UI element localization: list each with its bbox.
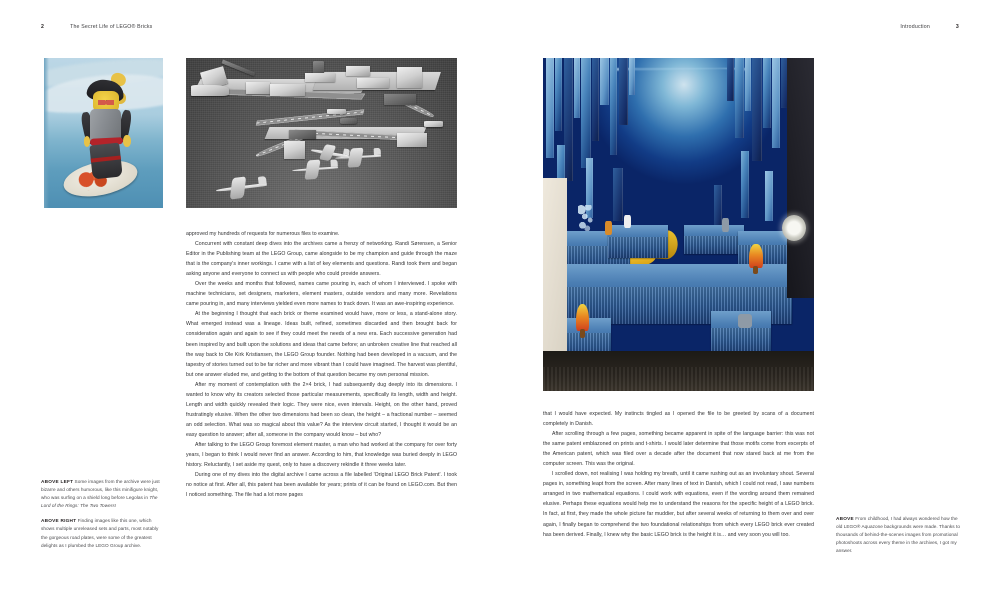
crystal-spire xyxy=(613,168,622,221)
body-text-right-page xyxy=(543,409,814,540)
running-head-left xyxy=(41,24,152,30)
body-text-left-page xyxy=(186,229,457,500)
crystal-spire xyxy=(741,151,749,218)
photo-aquazone-underwater-backdrop xyxy=(543,58,814,391)
paragraph: After talking to the LEGO Group foremost element master, a man who had worked at the company for over forty years, I began to think I would never find an answer. According to him, that knowledge was buried deeply in LEGO history. Reluctantly, I set aside my quest, only to have a discovery rekindle it three weeks later. xyxy=(186,441,457,469)
crystal-column xyxy=(564,58,573,181)
running-head-right xyxy=(900,24,959,30)
paragraph: Over the weeks and months that followed, names came pouring in, each of whom I interviewed. I spoke with machine technicians, set designers, marketers, element masters, outside vendors and many more. Revelations came pouring in, and many interviews yielded even more names to track down. It was an awe-inspiring experience. xyxy=(186,281,457,308)
garage-building xyxy=(384,94,417,105)
minifigure-legs xyxy=(90,142,123,179)
service-vehicle xyxy=(340,118,356,124)
caption-italic-title: The Lord of the Rings: The Two Towers xyxy=(41,495,158,509)
crystal-column xyxy=(735,58,743,138)
crystal-spire xyxy=(765,171,773,221)
hangar-building xyxy=(289,130,316,139)
caption-text: From childhood, I had always wondered how the old LEGO® Aquazone backgrounds were made. Thanks to thousands of behind-the-scenes images from promotional photoshoots across every theme in the archives, I got my answer. xyxy=(836,516,960,554)
studio-wall-right xyxy=(787,58,814,298)
crystal-column xyxy=(745,58,752,111)
crystal-column xyxy=(763,58,771,128)
studio-prop-element xyxy=(738,314,752,327)
crystal-column xyxy=(592,58,599,141)
station-building xyxy=(346,66,370,77)
crystal-column xyxy=(610,58,618,155)
paragraph: Concurrent with constant deep dives into the archives came a frenzy of networking. Randi Sørensen, a Senior Editor in the Publishing team at the LEGO Group, came alongside to be my champion and guide through the maze that is the company's inner workings. I came with a list of key elements and questions. Randi took them and began asking anyone and everyone to connect us with people who could provide answers. xyxy=(186,241,457,278)
photo-knight-minifigure-surfing-on-shield xyxy=(44,58,163,208)
long-building xyxy=(270,84,305,96)
folio-right: 3 xyxy=(955,24,959,30)
paragraph: During one of my dives into the digital archive I came across a file labelled 'Original LEGO Brick Patent'. I took no notice at first. After all, this patent has been available for years; prints of it can be found on LEGO.com. But then I noticed something. The file had a lot more pages xyxy=(186,472,457,499)
rock-shelf-upper-right xyxy=(684,225,744,255)
paragraph: At the beginning I thought that each brick or theme examined would have, more or less, a stand-alone story. What emerged instead was a lineage. Ideas built, refined, sometimes discarded and then brought back for consideration again and again to see if they could meet the needs of a new era. Each successive generation had been inspired by and built upon the solutions and ideas that came before; an unbroken creative line that reached all the way back to Ole Kirk Kristiansen, the LEGO Group founder. Nothing had been developed in a vacuum, and the tapestry of stories turned out to be far richer and more vibrant than I could have imagined. The harvest was plentiful, but one answer eluded me, and getting to the bottom of that question became my own personal mission. xyxy=(186,311,457,378)
caption-text: Some images from the archive were just bizarre and others humorous, like this minifigure knight, who was surfing on a shield long before Legolas in xyxy=(41,479,160,501)
paragraph: After my moment of contemplation with the 2×4 brick, I had subsequently dug deeply into its dimensions. I wanted to know why its creators selected those particular measurements, specifically its length, width and height. Length and width quickly revealed their logic. They were nice, even intervals. Height, on the other hand, proved frustratingly elusive. When the other two dimensions had been so clean, the height – a fractional number – seemed an odd selection. What was so magical about this value? As the interview circuit started, I thought it would be an easy question to answer; after all, someone in the company would know – but who? xyxy=(186,381,457,438)
photo-edge-shadow xyxy=(44,58,49,208)
caption-text-tail: ! xyxy=(114,503,117,509)
paragraph: approved my hundreds of requests for numerous files to examine. xyxy=(186,231,340,237)
paragraph: After scrolling through a few pages, something became apparent in spite of the language barrier: this was not the same patent emblazoned on prints and t-shirts. I would later determine that those motifs come from excerpts of the American patent, which was filed over a decade after the document that now stared back at me from the computer screen. This was the original. xyxy=(543,431,814,468)
caption-text: Finding images like this one, which shows multiple unreleased sets and parts, most notably the gorgeous road plates, were some of the greatest delights as I plumbed the LEGO Group archive. xyxy=(41,518,159,548)
photo-lego-town-airport-layout xyxy=(186,58,457,208)
coral-plant-left xyxy=(576,304,590,331)
control-tower xyxy=(284,141,306,159)
warehouse-building xyxy=(246,82,270,94)
caption-lead: ABOVE RIGHT xyxy=(41,518,77,524)
crystal-column xyxy=(629,58,635,95)
captions-left-page xyxy=(41,478,163,550)
ship-hull xyxy=(191,85,229,96)
knight-minifigure xyxy=(84,78,127,183)
minifigure-right-hand xyxy=(123,135,130,147)
minifigure-on-ledge-grey xyxy=(722,218,729,232)
terminal-building xyxy=(397,133,427,147)
caption-above-left xyxy=(41,478,163,510)
caption-above-right xyxy=(41,517,163,549)
running-head-right-title: Introduction xyxy=(900,24,930,30)
rock-shelf-upper-mid xyxy=(608,225,668,258)
crystal-column xyxy=(752,58,762,161)
crystal-column xyxy=(555,58,562,131)
studio-lamp-icon xyxy=(782,215,806,242)
paragraph: that I would have expected. My instincts tingled as I opened the file to be greeted by scans of a document completely in Danish. xyxy=(543,411,814,428)
caption-above xyxy=(836,515,960,555)
aeroplane-tail xyxy=(258,176,267,185)
folio-left: 2 xyxy=(41,24,45,30)
crystal-column xyxy=(727,58,734,101)
running-head-left-title: The Secret Life of LEGO® Bricks xyxy=(70,24,153,30)
crystal-column xyxy=(619,58,628,125)
factory-building xyxy=(357,78,390,89)
depot-building xyxy=(305,73,335,82)
captions-right-page xyxy=(836,515,960,555)
studio-floor xyxy=(543,351,814,391)
crystal-column xyxy=(546,58,555,158)
tower-block xyxy=(397,67,421,88)
crystal-column xyxy=(581,58,591,168)
coral-plant-right xyxy=(749,244,763,267)
paragraph: I scrolled down, not realising I was holding my breath, until it came rushing out as an involuntary shout. Several pages in, something leapt from the screen. After many lines of text in Danish, which I could not read, I saw numbers arranged in two mathematical equations. I could work with equations, even if the wording around them remained elusive. Perhaps these equations would help me to understand the reasons for the specific height of a LEGO brick. In fact, at first, they made the whole picture far muddier, but after several weeks of returning to them over and over again, I finally began to comprehend the two foundational relationships from which every LEGO brick ever created has been derived. Finally, I knew why the basic LEGO brick is the height it is… and very soon you will too. xyxy=(543,471,814,538)
crystal-column xyxy=(772,58,781,148)
bus-vehicle xyxy=(327,109,346,114)
crystal-column xyxy=(600,58,608,105)
aeroplane-tail xyxy=(373,148,381,156)
caption-lead: ABOVE LEFT xyxy=(41,479,74,484)
truck-vehicle xyxy=(424,121,443,127)
bubble-trail-left xyxy=(578,205,594,232)
crystal-column xyxy=(574,58,581,118)
minifigure-on-ledge-orange xyxy=(605,221,612,235)
caption-lead: ABOVE xyxy=(836,516,854,521)
minifigure-on-ledge-white xyxy=(624,215,631,229)
